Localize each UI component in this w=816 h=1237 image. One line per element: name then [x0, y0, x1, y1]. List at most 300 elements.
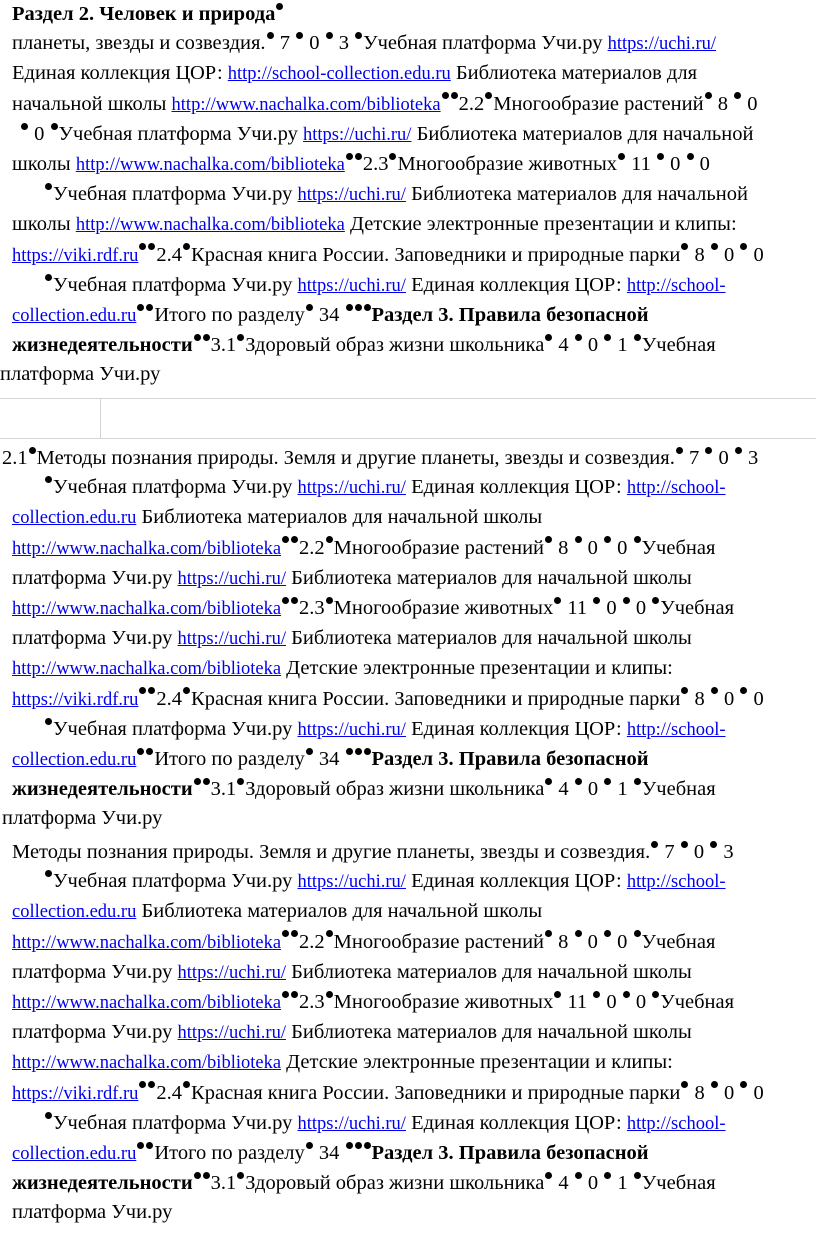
bullet-dot-icon — [735, 447, 742, 454]
bullet-dot-icon — [604, 536, 611, 543]
uchi-link[interactable]: https://uchi.ru/ — [297, 478, 406, 499]
text-line: планеты, звезды и созвездия. 7 0 3 Учебная платформа Учи.ру https://uchi.ru/ — [12, 32, 717, 55]
text-fragment: 0 — [718, 447, 729, 469]
text-fragment: Детские электронные презентации и клипы: — [286, 657, 673, 680]
bullet-dot-icon — [146, 748, 153, 755]
text-fragment: 8 — [694, 687, 705, 710]
nachalka-link[interactable]: http://www.nachalka.com/biblioteka — [75, 155, 345, 176]
uchi-link[interactable]: https://uchi.ru/ — [297, 185, 406, 206]
bullet-dot-icon — [346, 1142, 353, 1149]
uchi-link[interactable]: https://uchi.ru/ — [607, 34, 717, 55]
text-fragment: 0 — [670, 153, 681, 176]
bullet-dot-icon — [545, 1172, 552, 1179]
text-line — [12, 897, 814, 927]
bullet-dot-icon — [364, 748, 371, 755]
bullet-dot-icon — [137, 1142, 144, 1149]
bullet-dot-icon — [575, 930, 582, 937]
nachalka-link[interactable]: http://www.nachalka.com/biblioteka — [75, 215, 345, 236]
bullet-dot-icon — [21, 123, 28, 130]
text-line — [2, 624, 814, 654]
bullet-dot-icon — [45, 476, 52, 483]
bullet-dot-icon — [575, 334, 582, 341]
bullet-dot-icon — [657, 153, 664, 160]
bullet-dot-icon — [634, 334, 641, 341]
text-fragment: 0 — [34, 122, 45, 145]
bullet-dot-icon — [194, 334, 201, 341]
uchi-link[interactable]: https://uchi.ru/ — [177, 629, 286, 650]
viki-link[interactable]: https://viki.rdf.ru — [12, 689, 139, 710]
text-fragment: 34 — [318, 304, 340, 327]
bullet-dot-icon — [45, 718, 52, 725]
text-fragment: Единая коллекция ЦОР: — [411, 1111, 622, 1134]
text-fragment: Библиотека материалов для начальной школы — [141, 900, 543, 923]
bullet-dot-icon — [604, 778, 611, 785]
text-fragment: Учебная — [660, 991, 735, 1014]
text-line — [2, 534, 814, 564]
text-fragment: Учебная платформа Учи.ру — [53, 870, 293, 893]
text-line — [12, 988, 814, 1018]
text-fragment: платформа Учи.ру — [0, 363, 161, 386]
text-fragment: платформа Учи.ру — [12, 1021, 173, 1044]
uchi-link[interactable]: https://uchi.ru/ — [297, 719, 406, 740]
text-fragment: 3.1 — [210, 778, 237, 801]
text-fragment: 0 — [723, 687, 735, 710]
bullet-dot-icon — [148, 1081, 155, 1088]
text-fragment: Библиотека материалов для начальной школы — [291, 627, 692, 650]
bullet-dot-icon — [554, 991, 561, 998]
document-block-2 — [2, 444, 814, 834]
text-fragment: Учебная платформа Учи.ру — [53, 183, 293, 206]
bullet-dot-icon — [45, 870, 52, 877]
text-line — [0, 360, 812, 389]
text-fragment: 2.2 — [458, 92, 485, 115]
text-fragment: Многообразие растений — [333, 536, 545, 559]
text-fragment: Библиотека материалов для — [455, 62, 697, 85]
text-line — [12, 241, 812, 271]
text-line — [12, 210, 812, 240]
text-fragment: школы — [12, 213, 71, 236]
cor-link[interactable]: collection.edu.ru — [12, 902, 137, 923]
text-fragment: Библиотека материалов для начальной — [416, 122, 754, 145]
bullet-dot-icon — [355, 153, 362, 160]
text-fragment: Раздел 3. Правила безопасной — [371, 304, 649, 327]
text-line — [12, 928, 814, 958]
bullet-dot-icon — [634, 778, 641, 785]
bullet-dot-icon — [545, 334, 552, 341]
text-line — [12, 180, 812, 210]
bullet-dot-icon — [545, 930, 552, 937]
text-fragment: Библиотека материалов для начальной школы — [291, 566, 692, 589]
bullet-dot-icon — [652, 597, 659, 604]
bullet-dot-icon — [355, 304, 362, 311]
text-fragment: 0 — [617, 930, 628, 953]
text-fragment: Учебная — [641, 930, 716, 953]
bullet-dot-icon — [604, 930, 611, 937]
section-title: Раздел 2. Человек и природа — [12, 3, 276, 25]
bullet-dot-icon — [593, 991, 600, 998]
bullet-dot-icon — [326, 597, 333, 604]
text-fragment: Учебная — [641, 778, 716, 801]
cor-link[interactable]: collection.edu.ru — [12, 750, 137, 771]
uchi-link[interactable]: https://uchi.ru/ — [297, 275, 406, 296]
cor-link[interactable]: http://school- — [626, 478, 726, 499]
text-fragment: Библиотека материалов для начальной школы — [291, 960, 692, 983]
nachalka-link[interactable]: http://www.nachalka.com/biblioteka — [12, 659, 282, 680]
text-fragment: Библиотека материалов для начальной школы — [141, 506, 543, 529]
text-fragment: 0 — [747, 92, 758, 115]
bullet-dot-icon — [545, 536, 552, 543]
text-fragment: 2.3 — [299, 597, 325, 620]
bullet-dot-icon — [148, 687, 155, 694]
text-fragment: Единая коллекция ЦОР: — [411, 870, 622, 893]
text-fragment: 4 — [558, 778, 569, 801]
text-line — [12, 1079, 814, 1109]
text-line — [12, 1109, 814, 1139]
text-fragment: Многообразие животных — [333, 991, 554, 1014]
bullet-dot-icon — [681, 841, 688, 848]
text-fragment: 0 — [617, 536, 628, 559]
bullet-dot-icon — [139, 1081, 146, 1088]
text-fragment: 34 — [318, 1142, 340, 1165]
bullet-dot-icon — [276, 3, 283, 10]
bullet-dot-icon — [326, 536, 333, 543]
text-fragment: Учебная платформа Учи.ру — [58, 122, 298, 145]
text-fragment: Здоровый образ жизни школьника — [245, 334, 545, 357]
text-fragment: 3 — [723, 841, 734, 863]
bullet-dot-icon — [306, 304, 313, 311]
cor-link[interactable]: collection.edu.ru — [12, 1144, 137, 1165]
text-fragment: платформа Учи.ру — [12, 960, 173, 983]
text-fragment: 11 — [567, 597, 588, 620]
text-fragment: Красная книга России. Заповедники и природные парки — [191, 1081, 681, 1104]
text-fragment: 8 — [694, 1081, 705, 1104]
text-line — [12, 150, 812, 180]
text-fragment: 3 — [747, 447, 759, 469]
bullet-dot-icon — [326, 991, 333, 998]
text-fragment: 1 — [617, 778, 628, 801]
bullet-dot-icon — [681, 243, 688, 250]
text-fragment: 0 — [723, 243, 735, 266]
text-line — [2, 804, 814, 833]
bullet-dot-icon — [634, 1172, 641, 1179]
text-fragment: 0 — [606, 991, 617, 1014]
nachalka-link[interactable]: http://www.nachalka.com/biblioteka — [12, 538, 282, 559]
text-fragment: 0 — [587, 536, 598, 559]
text-fragment: Многообразие растений — [333, 930, 545, 953]
bullet-dot-icon — [618, 153, 625, 160]
bullet-dot-icon — [306, 1142, 313, 1149]
bullet-dot-icon — [282, 991, 289, 998]
bullet-dot-icon — [139, 243, 146, 250]
bullet-dot-icon — [29, 447, 36, 454]
bullet-dot-icon — [291, 536, 298, 543]
bullet-dot-icon — [183, 243, 190, 250]
bullet-dot-icon — [681, 687, 688, 694]
bullet-dot-icon — [296, 32, 303, 39]
bullet-dot-icon — [194, 1172, 201, 1179]
bullet-dot-icon — [740, 687, 747, 694]
text-fragment: 0 — [753, 687, 764, 710]
bullet-dot-icon — [346, 304, 353, 311]
text-fragment: 2.2 — [299, 930, 325, 953]
text-fragment: 0 — [753, 243, 764, 266]
bullet-dot-icon — [326, 930, 333, 937]
table-divider — [0, 394, 816, 442]
text-fragment: Здоровый образ жизни школьника — [245, 778, 545, 801]
text-fragment: 2.3 — [362, 153, 389, 176]
text-line — [12, 1198, 814, 1227]
text-fragment: Учебная — [641, 1172, 716, 1195]
text-fragment: 1 — [617, 1172, 628, 1195]
document-block-3 — [12, 838, 814, 1228]
text-fragment: Многообразие животных — [397, 153, 618, 176]
bullet-dot-icon — [575, 1172, 582, 1179]
bullet-dot-icon — [734, 92, 741, 99]
bullet-dot-icon — [148, 243, 155, 250]
text-fragment: 0 — [587, 930, 598, 953]
text-line — [12, 59, 812, 89]
nachalka-link[interactable]: http://www.nachalka.com/biblioteka — [12, 932, 282, 953]
bullet-dot-icon — [346, 748, 353, 755]
bullet-dot-icon — [282, 597, 289, 604]
bullet-dot-icon — [146, 1142, 153, 1149]
text-fragment: платформа Учи.ру — [12, 566, 173, 589]
bullet-dot-icon — [203, 778, 210, 785]
text-fragment: Единая коллекция ЦОР: — [411, 273, 622, 296]
bullet-dot-icon — [634, 930, 641, 937]
text-fragment: 4 — [558, 334, 569, 357]
bullet-dot-icon — [137, 748, 144, 755]
text-fragment: жизнедеятельности — [12, 1172, 193, 1195]
cor-link[interactable]: collection.edu.ru — [12, 508, 137, 529]
text-fragment: Единая коллекция ЦОР: — [411, 476, 622, 499]
bullet-dot-icon — [604, 1172, 611, 1179]
uchi-link[interactable]: https://uchi.ru/ — [303, 124, 412, 145]
text-line — [12, 1048, 814, 1078]
bullet-dot-icon — [355, 748, 362, 755]
bullet-dot-icon — [203, 334, 210, 341]
bullet-dot-icon — [676, 447, 683, 454]
bullet-dot-icon — [740, 1081, 747, 1088]
text-fragment: 2.2 — [299, 536, 325, 559]
text-fragment: 0 — [635, 991, 647, 1014]
uchi-link[interactable]: https://uchi.ru/ — [177, 568, 286, 589]
text-fragment: Красная книга России. Заповедники и природные парки — [191, 243, 681, 266]
bullet-dot-icon — [139, 687, 146, 694]
bullet-dot-icon — [442, 92, 449, 99]
cor-link[interactable]: collection.edu.ru — [12, 306, 137, 327]
text-fragment: 11 — [631, 153, 651, 176]
nachalka-link[interactable]: http://www.nachalka.com/biblioteka — [12, 599, 282, 620]
bullet-dot-icon — [593, 597, 600, 604]
bullet-dot-icon — [705, 447, 712, 454]
text-line — [2, 745, 814, 775]
text-fragment: Красная книга России. Заповедники и природные парки — [191, 687, 681, 710]
text-line — [2, 503, 814, 533]
text-fragment: Библиотека материалов для начальной — [411, 183, 748, 206]
text-fragment: 0 — [587, 334, 599, 357]
bullet-dot-icon — [355, 32, 362, 39]
text-fragment: школы — [12, 153, 71, 176]
text-fragment: Единая коллекция ЦОР: — [411, 717, 622, 740]
text-fragment: 0 — [753, 1081, 764, 1104]
bullet-dot-icon — [355, 1142, 362, 1149]
text-fragment: 7 — [279, 32, 290, 55]
bullet-dot-icon — [575, 536, 582, 543]
text-line — [2, 444, 814, 473]
text-fragment: Детские электронные презентации и клипы: — [286, 1051, 673, 1074]
nachalka-link[interactable]: http://www.nachalka.com/biblioteka — [12, 1053, 282, 1074]
cor-link[interactable]: http://school- — [626, 1113, 726, 1134]
text-line — [12, 1018, 814, 1048]
bullet-dot-icon — [687, 153, 694, 160]
text-fragment: 7 — [688, 447, 700, 469]
bullet-dot-icon — [364, 304, 371, 311]
bullet-dot-icon — [51, 123, 58, 130]
text-fragment: 8 — [717, 92, 728, 115]
bullet-dot-icon — [389, 153, 396, 160]
text-line — [2, 775, 814, 804]
bullet-dot-icon — [740, 243, 747, 250]
bullet-dot-icon — [282, 930, 289, 937]
bullet-dot-icon — [45, 1112, 52, 1119]
text-fragment: платформа Учи.ру — [12, 1201, 173, 1224]
text-line — [12, 1169, 814, 1198]
text-fragment: 0 — [309, 32, 320, 55]
text-fragment: 0 — [606, 597, 617, 620]
text-fragment: Учебная — [660, 597, 735, 620]
uchi-link[interactable]: https://uchi.ru/ — [177, 1023, 286, 1044]
uchi-link[interactable]: https://uchi.ru/ — [297, 1113, 406, 1134]
text-fragment: Учебная платформа Учи.ру — [363, 32, 603, 55]
cor-link[interactable]: http://school- — [626, 872, 726, 893]
bullet-dot-icon — [575, 778, 582, 785]
document-block-1 — [0, 0, 812, 390]
bullet-dot-icon — [282, 536, 289, 543]
bullet-dot-icon — [146, 304, 153, 311]
text-fragment: 0 — [635, 597, 647, 620]
text-fragment: 0 — [587, 778, 599, 801]
bullet-dot-icon — [545, 778, 552, 785]
bullet-dot-icon — [711, 243, 718, 250]
text-fragment: Итого по разделу — [154, 304, 305, 327]
text-fragment: 2.1 — [2, 447, 28, 469]
text-fragment: Учебная платформа Учи.ру — [53, 717, 293, 740]
bullet-dot-icon — [183, 687, 190, 694]
text-fragment: 2.3 — [299, 991, 325, 1014]
text-fragment: Библиотека материалов для начальной школы — [291, 1021, 692, 1044]
bullet-dot-icon — [194, 778, 201, 785]
bullet-dot-icon — [451, 92, 458, 99]
bullet-dot-icon — [634, 536, 641, 543]
text-fragment: 2.4 — [156, 243, 183, 266]
bullet-dot-icon — [267, 32, 274, 39]
text-line — [2, 654, 814, 684]
bullet-dot-icon — [291, 597, 298, 604]
text-fragment: 8 — [694, 243, 705, 266]
nachalka-link[interactable]: http://www.nachalka.com/biblioteka — [171, 94, 441, 115]
text-fragment: Итого по разделу — [154, 748, 305, 771]
text-line — [2, 594, 814, 624]
bullet-dot-icon — [183, 1081, 190, 1088]
text-line — [12, 331, 812, 360]
uchi-link[interactable]: https://uchi.ru/ — [177, 962, 286, 983]
text-line — [2, 685, 814, 715]
text-fragment: Методы познания природы. Земля и другие планеты, звезды и созвездия. — [12, 841, 651, 863]
text-fragment: 3 — [338, 32, 349, 55]
text-fragment: платформа Учи.ру — [2, 807, 163, 830]
text-fragment: Учебная — [641, 536, 716, 559]
cor-link[interactable]: http://school- — [626, 275, 726, 296]
cor-link[interactable]: http://school- — [626, 719, 726, 740]
bullet-dot-icon — [485, 92, 492, 99]
text-fragment: 0 — [723, 1081, 735, 1104]
text-line — [12, 838, 814, 867]
bullet-dot-icon — [326, 32, 333, 39]
text-fragment: платформа Учи.ру — [12, 627, 173, 650]
text-fragment: 7 — [664, 841, 675, 863]
text-fragment: жизнедеятельности — [12, 778, 193, 801]
bullet-dot-icon — [45, 183, 52, 190]
bullet-dot-icon — [137, 304, 144, 311]
text-fragment: 0 — [699, 153, 710, 176]
bullet-dot-icon — [237, 334, 244, 341]
bullet-dot-icon — [623, 991, 630, 998]
bullet-dot-icon — [364, 1142, 371, 1149]
text-fragment: 8 — [558, 930, 569, 953]
bullet-dot-icon — [710, 841, 717, 848]
text-fragment: Здоровый образ жизни школьника — [245, 1172, 545, 1195]
text-fragment: 8 — [558, 536, 569, 559]
text-line — [12, 90, 812, 120]
text-line — [12, 120, 812, 150]
nachalka-link[interactable]: http://www.nachalka.com/biblioteka — [12, 993, 282, 1014]
text-line — [12, 301, 812, 331]
text-line — [2, 473, 814, 503]
viki-link[interactable]: https://viki.rdf.ru — [12, 1083, 139, 1104]
viki-link[interactable]: https://viki.rdf.ru — [12, 245, 139, 266]
text-line — [12, 271, 812, 301]
text-fragment: 34 — [318, 748, 340, 771]
bullet-dot-icon — [623, 597, 630, 604]
text-fragment: Учебная платформа Учи.ру — [53, 1111, 293, 1134]
text-fragment: Раздел 3. Правила безопасной — [371, 1142, 649, 1165]
text-fragment: Учебная — [641, 334, 716, 357]
text-fragment: 11 — [567, 991, 588, 1014]
bullet-dot-icon — [681, 1081, 688, 1088]
bullet-dot-icon — [651, 841, 658, 848]
text-fragment: 2.4 — [156, 1081, 183, 1104]
text-fragment: 3.1 — [210, 1172, 237, 1195]
bullet-dot-icon — [237, 1172, 244, 1179]
text-line — [2, 715, 814, 745]
uchi-link[interactable]: https://uchi.ru/ — [297, 872, 406, 893]
cor-link[interactable]: http://school-collection.edu.ru — [227, 64, 451, 85]
bullet-dot-icon — [291, 991, 298, 998]
text-fragment: Многообразие животных — [333, 597, 554, 620]
text-fragment: Детские электронные презентации и клипы: — [349, 213, 737, 236]
bullet-dot-icon — [711, 1081, 718, 1088]
text-fragment: 2.4 — [156, 687, 183, 710]
text-fragment: Учебная платформа Учи.ру — [53, 273, 293, 296]
text-fragment: Методы познания природы. Земля и другие планеты, звезды и созвездия. — [36, 447, 675, 469]
bullet-dot-icon — [203, 1172, 210, 1179]
text-line — [12, 867, 814, 897]
bullet-dot-icon — [711, 687, 718, 694]
bullet-dot-icon — [554, 597, 561, 604]
text-fragment: Учебная платформа Учи.ру — [53, 476, 293, 499]
text-line — [12, 1139, 814, 1169]
